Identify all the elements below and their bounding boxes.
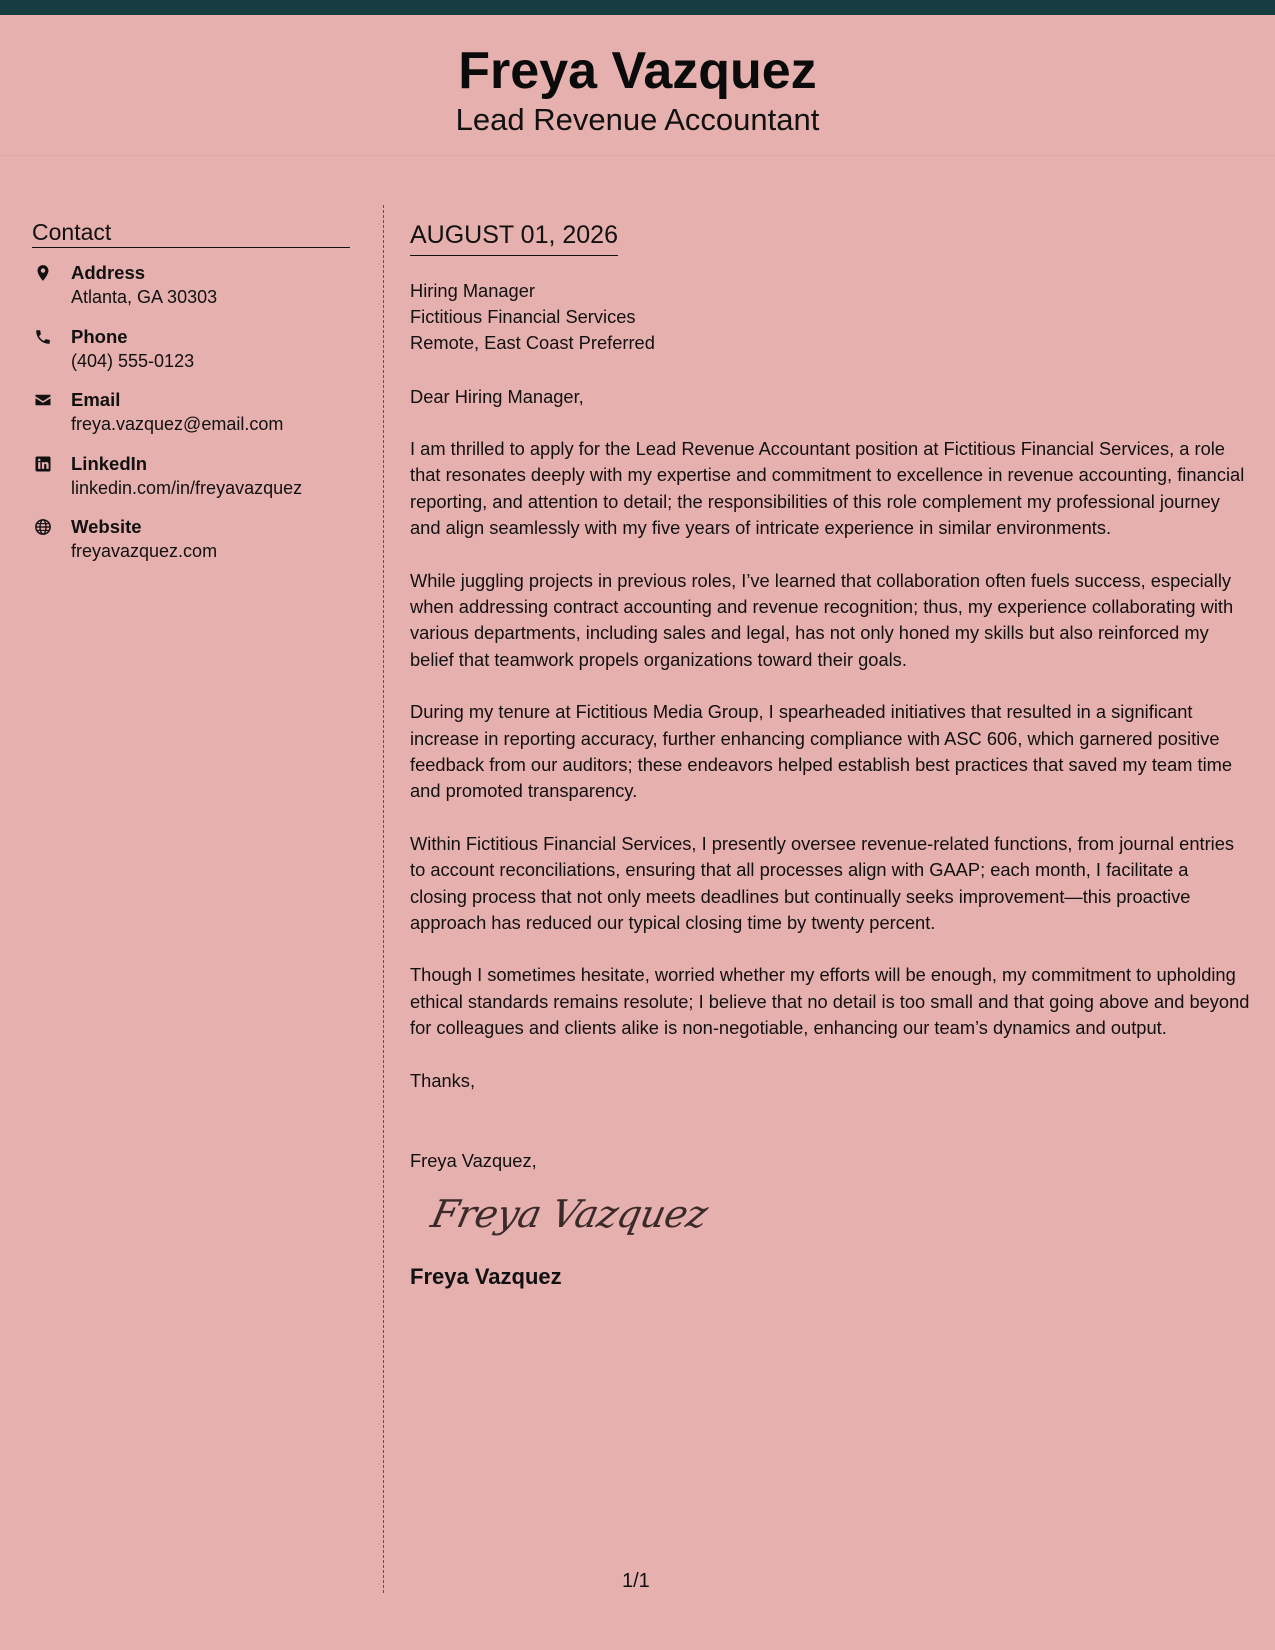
body-paragraph: Though I sometimes hesitate, worried whether my efforts will be enough, my commitment to upholding ethical standards remains resolute; I believe that no detail is too small and that going above and beyond for colleagues and clients alike is non-negotiable, enhancing our team’s dynamics and output. (410, 964, 1250, 1039)
letter-date: AUGUST 01, 2026 (410, 222, 618, 256)
recipient-line: Fictitious Financial Services (410, 305, 636, 327)
contact-value: (404) 555-0123 (71, 350, 195, 371)
signoff-name: Freya Vazquez, (410, 1150, 537, 1172)
contact-phone (32, 324, 350, 388)
body-paragraph: I am thrilled to apply for the Lead Revenue Accountant position at Fictitious Financial Services, a role that resonates deeply with my expertise and commitment to excellence in revenue accounting, financial reporting, and attention to detail; the responsibilities of this role complement my professional journey and align seamlessly with my five years of intricate experience in similar environments. (410, 437, 1245, 539)
applicant-title: Lead Revenue Accountant (455, 102, 820, 137)
signature: Freya Vazquez (427, 1192, 712, 1237)
recipient-line: Remote, East Coast Preferred (410, 331, 655, 353)
body-paragraph: While juggling projects in previous roles, I’ve learned that collaboration often fuels success, especially when addressing contract accounting and revenue recognition; thus, my experience collaborating with various departments, including sales and legal, has not only honed my skills but also reinforced my belief that teamwork propels organizations toward their goals. (410, 569, 1234, 670)
recipient-line: Hiring Manager (410, 279, 535, 301)
contact-email (32, 387, 350, 451)
signed-name: Freya Vazquez (410, 1264, 562, 1290)
body-paragraph: During my tenure at Fictitious Media Group, I spearheaded initiatives that resulted in a significant increase in reporting accuracy, further enhancing compliance with ASC 606, which garnered positive feedback from our auditors; these endeavors helped establish best practices that saved my team time and promoted transparency. (410, 701, 1233, 802)
applicant-name: Freya Vazquez (458, 42, 817, 100)
contact-value: linkedin.com/in/freyavazquez (71, 477, 303, 498)
recipient-block (410, 278, 1250, 356)
contact-label: Email (71, 389, 121, 411)
contact-value: freyavazquez.com (71, 541, 218, 562)
contact-heading: Contact (32, 220, 350, 248)
contact-website (32, 514, 350, 578)
contact-list (32, 260, 350, 578)
greeting: Dear Hiring Manager, (410, 385, 584, 407)
resume-header (0, 15, 1275, 156)
envelope-icon (34, 391, 52, 409)
closing: Thanks, (410, 1069, 476, 1091)
cover-letter (410, 222, 1250, 1291)
contact-linkedin (32, 451, 350, 515)
phone-icon (34, 328, 52, 346)
map-pin-icon (34, 264, 52, 282)
body-paragraph: Within Fictitious Financial Services, I presently oversee revenue-related functions, from journal entries to account reconciliations, ensuring that all processes align with GAAP; each month, I facilitate a closing process that not only meets deadlines but continually seeks improvement—this proactive approach has reduced our typical closing time by twenty percent. (410, 832, 1235, 933)
globe-icon (34, 518, 52, 536)
contact-sidebar (32, 220, 350, 578)
column-divider (383, 205, 384, 1593)
page-number: 1/1 (622, 1570, 650, 1592)
top-accent-bar (0, 0, 1275, 15)
contact-value: freya.vazquez@email.com (71, 414, 284, 435)
contact-label: Address (71, 262, 146, 284)
linkedin-icon (34, 455, 52, 473)
contact-label: LinkedIn (71, 452, 148, 474)
contact-label: Phone (71, 325, 128, 347)
contact-label: Website (71, 516, 142, 538)
contact-address (32, 260, 350, 324)
contact-value: Atlanta, GA 30303 (71, 287, 218, 308)
